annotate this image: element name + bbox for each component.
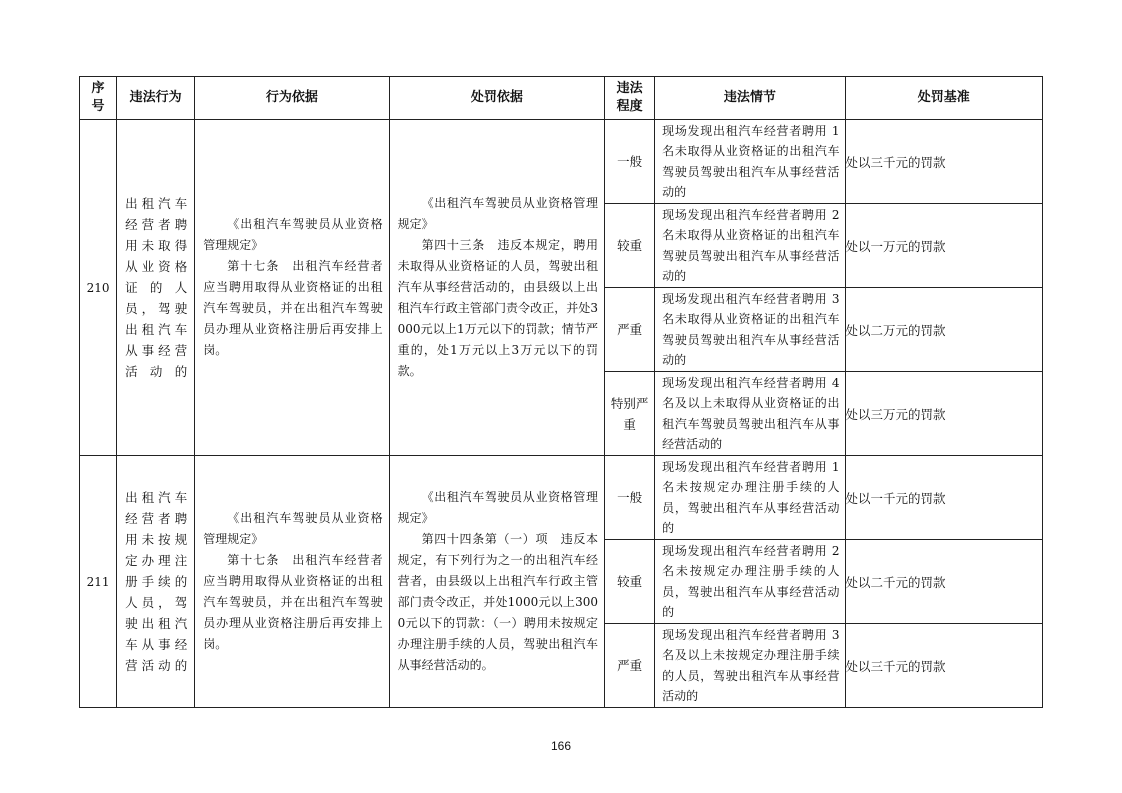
standard-cell: 处以三万元的罚款 — [845, 372, 1042, 456]
header-punishment-basis: 处罚依据 — [389, 77, 604, 120]
standard-cell: 处以二千元的罚款 — [845, 540, 1042, 624]
standard-cell: 处以三千元的罚款 — [845, 624, 1042, 708]
behavior-text: 出租汽车经营者聘用未取得从业资格证的人员，驾驶出租汽车从事经营活动的 — [125, 196, 188, 379]
behavior-basis-article: 第十七条 出租汽车经营者应当聘用取得从业资格证的出租汽车驾驶员，并在出租汽车驾驶员办理从业资格注册后再安排上岗。 — [203, 259, 383, 357]
behavior-basis-title: 《出租汽车驾驶员从业资格管理规定》 — [203, 511, 383, 546]
row-behavior-basis — [195, 120, 389, 456]
standard-cell: 处以三千元的罚款 — [845, 120, 1042, 204]
punishment-basis-title: 《出租汽车驾驶员从业资格管理规定》 — [397, 196, 599, 231]
degree-cell: 特别严重 — [605, 372, 655, 456]
circumstance-cell — [655, 288, 845, 372]
standard-cell: 处以二万元的罚款 — [845, 288, 1042, 372]
degree-cell: 严重 — [605, 624, 655, 708]
circumstance-cell — [655, 372, 845, 456]
row-punishment-basis — [389, 120, 604, 456]
row-behavior-basis — [195, 456, 389, 708]
circumstance-text: 现场发现出租汽车经营者聘用 3 名未取得从业资格证的出租汽车驾驶员驾驶出租汽车从事经营活动的 — [662, 291, 840, 367]
circumstance-cell — [655, 540, 845, 624]
circumstance-text: 现场发现出租汽车经营者聘用 1 名未按规定办理注册手续的人员，驾驶出租汽车从事经营活动的 — [662, 459, 840, 535]
header-seq: 序号 — [80, 77, 117, 120]
row-behavior — [117, 120, 195, 456]
header-behavior-basis: 行为依据 — [195, 77, 389, 120]
punishment-basis-title: 《出租汽车驾驶员从业资格管理规定》 — [397, 490, 599, 525]
circumstance-text: 现场发现出租汽车经营者聘用 2 名未取得从业资格证的出租汽车驾驶员驾驶出租汽车从事经营活动的 — [662, 207, 840, 283]
behavior-text: 出租汽车经营者聘用未按规定办理注册手续的人员，驾驶出租汽车从事经营活动的 — [125, 490, 188, 673]
page-number: 166 — [550, 739, 572, 753]
row-seq: 210 — [80, 120, 117, 456]
behavior-basis-article: 第十七条 出租汽车经营者应当聘用取得从业资格证的出租汽车驾驶员，并在出租汽车驾驶员办理从业资格注册后再安排上岗。 — [203, 553, 383, 651]
standard-cell: 处以一万元的罚款 — [845, 204, 1042, 288]
degree-cell: 较重 — [605, 540, 655, 624]
table-header-row — [80, 77, 1043, 120]
circumstance-cell — [655, 120, 845, 204]
degree-cell: 较重 — [605, 204, 655, 288]
table-row — [80, 456, 1043, 540]
circumstance-text: 现场发现出租汽车经营者聘用 3 名及以上未按规定办理注册手续的人员，驾驶出租汽车从事经营活动的 — [662, 627, 840, 703]
circumstance-cell — [655, 456, 845, 540]
header-degree: 违法程度 — [605, 77, 655, 120]
punishment-basis-article: 第四十四条第（一）项 违反本规定，有下列行为之一的出租汽车经营者，由县级以上出租汽车行政主管部门责令改正，并处1000元以上3000元以下的罚款：（一）聘用未按规定办理注册手续的人员，驾驶出租汽车从事经营活动的。 — [397, 532, 599, 672]
circumstance-text: 现场发现出租汽车经营者聘用 2 名未按规定办理注册手续的人员，驾驶出租汽车从事经营活动的 — [662, 543, 840, 619]
row-punishment-basis — [389, 456, 604, 708]
behavior-basis-title: 《出租汽车驾驶员从业资格管理规定》 — [203, 217, 383, 252]
row-behavior — [117, 456, 195, 708]
punishment-basis-article: 第四十三条 违反本规定，聘用未取得从业资格证的人员，驾驶出租汽车从事经营活动的，由县级以上出租汽车行政主管部门责令改正，并处3000元以上1万元以下的罚款；情节严重的，处1万元以上3万元以下的罚款。 — [397, 238, 599, 378]
circumstance-text: 现场发现出租汽车经营者聘用 4 名及以上未取得从业资格证的出租汽车驾驶员驾驶出租汽车从事经营活动的 — [662, 375, 840, 451]
degree-cell: 一般 — [605, 120, 655, 204]
circumstance-cell — [655, 624, 845, 708]
table-row — [80, 120, 1043, 204]
header-behavior: 违法行为 — [117, 77, 195, 120]
circumstance-text: 现场发现出租汽车经营者聘用 1 名未取得从业资格证的出租汽车驾驶员驾驶出租汽车从事经营活动的 — [662, 123, 840, 199]
degree-cell: 一般 — [605, 456, 655, 540]
header-circumstance: 违法情节 — [655, 77, 845, 120]
standard-cell: 处以一千元的罚款 — [845, 456, 1042, 540]
header-standard: 处罚基准 — [845, 77, 1042, 120]
degree-cell: 严重 — [605, 288, 655, 372]
row-seq: 211 — [80, 456, 117, 708]
penalty-standard-table — [79, 76, 1043, 708]
circumstance-cell — [655, 204, 845, 288]
